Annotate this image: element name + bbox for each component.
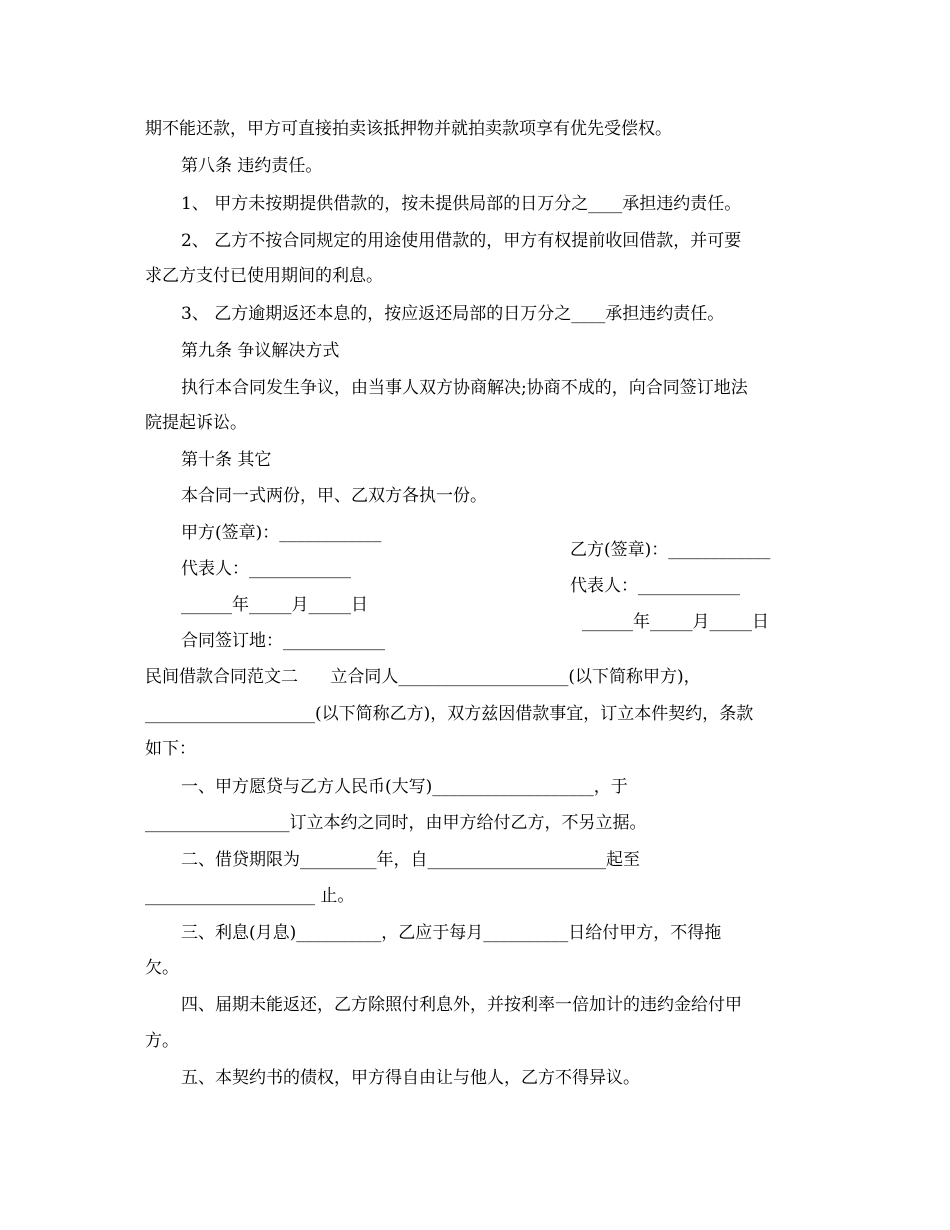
clause-8-3: 3、 乙方逾期返还本息的，按应返还局部的日万分之____承担违约责任。 <box>181 304 725 324</box>
date-b: ______年_____月_____日 <box>582 612 769 632</box>
paragraph-line: 院提起诉讼。 <box>145 413 247 433</box>
section-heading-9: 第九条 争议解决方式 <box>181 341 340 361</box>
paragraph-line: 方。 <box>145 1031 179 1051</box>
signature-party-a: 甲方(签章)：____________ <box>181 523 382 543</box>
paragraph-line: 如下： <box>145 739 196 759</box>
representative-a: 代表人：____________ <box>181 559 351 579</box>
paragraph-line: 期不能还款，甲方可直接拍卖该抵押物并就拍卖款项享有优先受偿权。 <box>145 119 672 139</box>
clause-8-2: 2、 乙方不按合同规定的用途使用借款的，甲方有权提前收回借款，并可要 <box>181 231 742 251</box>
clause-9: 执行本合同发生争议，由当事人双方协商解决;协商不成的，向合同签订地法 <box>181 378 748 398</box>
paragraph-line: 欠。 <box>145 958 179 978</box>
paragraph-line: 求乙方支付已使用期间的利息。 <box>145 266 383 286</box>
date-a: ______年_____月_____日 <box>181 595 368 615</box>
section-heading-8: 第八条 违约责任。 <box>181 156 323 176</box>
paragraph-line: ____________________(以下简称乙方)，双方兹因借款事宜，订立本件契约，条款 <box>145 704 754 724</box>
representative-b: 代表人：____________ <box>570 576 740 596</box>
article-1: 一、甲方愿贷与乙方人民币(大写)___________________，于 <box>181 777 628 797</box>
contract-two-title: 民间借款合同范文二 立合同人____________________(以下简称甲方)， <box>145 667 701 687</box>
article-5: 五、本契约书的债权，甲方得自由让与他人，乙方不得异议。 <box>181 1068 640 1088</box>
article-2: 二、借贷期限为_________年，自_____________________起至 <box>181 850 640 870</box>
signature-party-b: 乙方(签章)：____________ <box>570 540 771 560</box>
section-heading-10: 第十条 其它 <box>181 450 272 470</box>
paragraph-line: _________________订立本约之同时，由甲方给付乙方，不另立据。 <box>145 813 647 833</box>
paragraph-line: ____________________ 止。 <box>145 886 355 906</box>
clause-8-1: 1、 甲方未按期提供借款的，按未提供局部的日万分之____承担违约责任。 <box>181 194 742 214</box>
signing-place: 合同签订地：____________ <box>181 631 385 651</box>
article-4: 四、届期未能返还，乙方除照付利息外，并按利率一倍加计的违约金给付甲 <box>181 995 742 1015</box>
clause-10: 本合同一式两份，甲、乙双方各执一份。 <box>181 486 487 506</box>
article-3: 三、利息(月息)__________，乙应于每月__________日给付甲方，不得拖 <box>181 923 722 943</box>
